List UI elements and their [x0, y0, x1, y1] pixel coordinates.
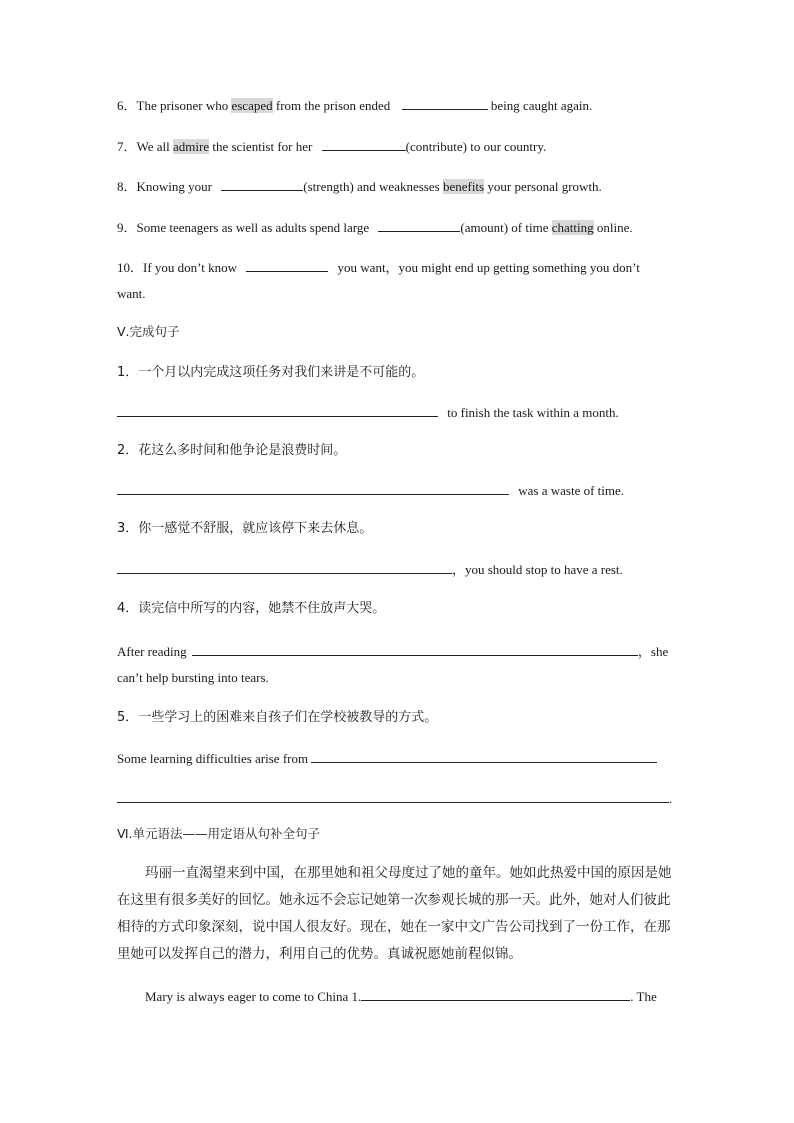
question-8 — [117, 178, 602, 195]
highlighted-word: benefits — [442, 179, 485, 194]
question-6 — [117, 97, 592, 114]
question-10-continued: want. — [117, 286, 146, 301]
highlighted-word: escaped — [231, 98, 273, 113]
translation-answer-2 — [117, 482, 624, 499]
question-text: from the prison ended — [272, 98, 394, 113]
question-7 — [117, 138, 546, 155]
english-text: was a waste of time. — [515, 483, 625, 498]
english-text: ，you should stop to have a rest. — [452, 562, 623, 577]
translation-prompt-4 — [117, 601, 385, 617]
section-title: Ⅴ.完成句子 — [117, 324, 180, 339]
answer-blank[interactable] — [192, 643, 638, 656]
question-10 — [117, 259, 640, 276]
chinese-sentence: 花这么多时间和他争论是浪费时间。 — [138, 443, 347, 458]
answer-blank[interactable] — [117, 790, 669, 803]
translation-answer-3 — [117, 561, 623, 578]
answer-blank[interactable] — [117, 482, 509, 495]
answer-blank[interactable] — [117, 404, 438, 417]
answer-blank[interactable] — [322, 138, 406, 151]
translation-answer-1 — [117, 404, 619, 421]
question-number: 5． — [117, 710, 139, 725]
chinese-sentence: 读完信中所写的内容，她禁不住放声大哭。 — [138, 601, 386, 616]
question-number: 6． — [117, 98, 137, 113]
chinese-sentence: 一些学习上的困难来自孩子们在学校被教导的方式。 — [138, 710, 438, 725]
question-number: 2． — [117, 443, 139, 458]
chinese-passage: 玛丽一直渴望来到中国，在那里她和祖父母度过了她的童年。她如此热爱中国的原因是她在这里有很多美好的回忆。她永远不会忘记她第一次参观长城的那一天。此外，她对人们彼此相待的方式印象深刻，说中国人很友好。现在，她在一家中文广告公司找到了一份工作，在那里她可以发挥自己的潜力，利用自己的优势。真诚祝愿她前程似锦。 — [117, 865, 672, 962]
question-text: The prisoner who — [136, 98, 232, 113]
answer-blank[interactable] — [311, 750, 657, 763]
question-text: If you don’t know — [143, 260, 241, 275]
passage-answer-line — [145, 988, 657, 1005]
chinese-sentence: 你一感觉不舒服，就应该停下来去休息。 — [138, 521, 373, 536]
highlighted-word: admire — [173, 139, 210, 154]
translation-prompt-1 — [117, 365, 424, 381]
translation-answer-5 — [117, 750, 657, 767]
answer-blank[interactable] — [402, 97, 488, 110]
question-text: your personal growth. — [484, 179, 602, 194]
question-text: online. — [593, 220, 633, 235]
question-number: 7． — [117, 139, 137, 154]
question-text: (contribute) to our country. — [405, 139, 547, 154]
english-text: Some learning difficulties arise from — [117, 751, 312, 766]
question-text: We all — [136, 139, 174, 154]
answer-blank[interactable] — [221, 178, 303, 191]
question-number: 10． — [117, 260, 144, 275]
english-text: Mary is always eager to come to China 1. — [145, 989, 362, 1004]
question-text: Some teenagers as well as adults spend large — [136, 220, 373, 235]
translation-answer-4 — [117, 643, 668, 660]
highlighted-word: chatting — [551, 220, 594, 235]
question-9 — [117, 219, 633, 236]
translation-answer-4-continued: can’t help bursting into tears. — [117, 670, 269, 685]
chinese-sentence: 一个月以内完成这项任务对我们来讲是不可能的。 — [138, 365, 425, 380]
translation-prompt-5 — [117, 710, 437, 726]
english-text: . The — [630, 989, 657, 1004]
answer-blank[interactable] — [378, 219, 460, 232]
question-number: 1． — [117, 365, 139, 380]
question-text: (amount) of time — [460, 220, 552, 235]
question-text: being caught again. — [487, 98, 593, 113]
question-number: 9． — [117, 220, 137, 235]
answer-blank[interactable] — [246, 259, 328, 272]
translation-prompt-2 — [117, 443, 346, 459]
question-text: Knowing your — [136, 179, 216, 194]
answer-blank[interactable] — [361, 988, 630, 1001]
english-text: to finish the task within a month. — [444, 405, 619, 420]
translation-prompt-3 — [117, 521, 372, 537]
question-text: you want，you might end up getting something you don’t — [334, 260, 640, 275]
question-number: 8． — [117, 179, 137, 194]
english-text: ，she — [637, 644, 669, 659]
section-title: Ⅵ.单元语法——用定语从句补全句子 — [117, 826, 321, 841]
question-number: 4． — [117, 601, 139, 616]
question-text: the scientist for her — [209, 139, 316, 154]
english-text: . — [669, 791, 673, 806]
question-text: (strength) and weaknesses — [303, 179, 443, 194]
question-number: 3． — [117, 521, 139, 536]
translation-answer-5-continued — [117, 790, 672, 807]
english-text: After reading — [117, 644, 190, 659]
answer-blank[interactable] — [117, 561, 452, 574]
